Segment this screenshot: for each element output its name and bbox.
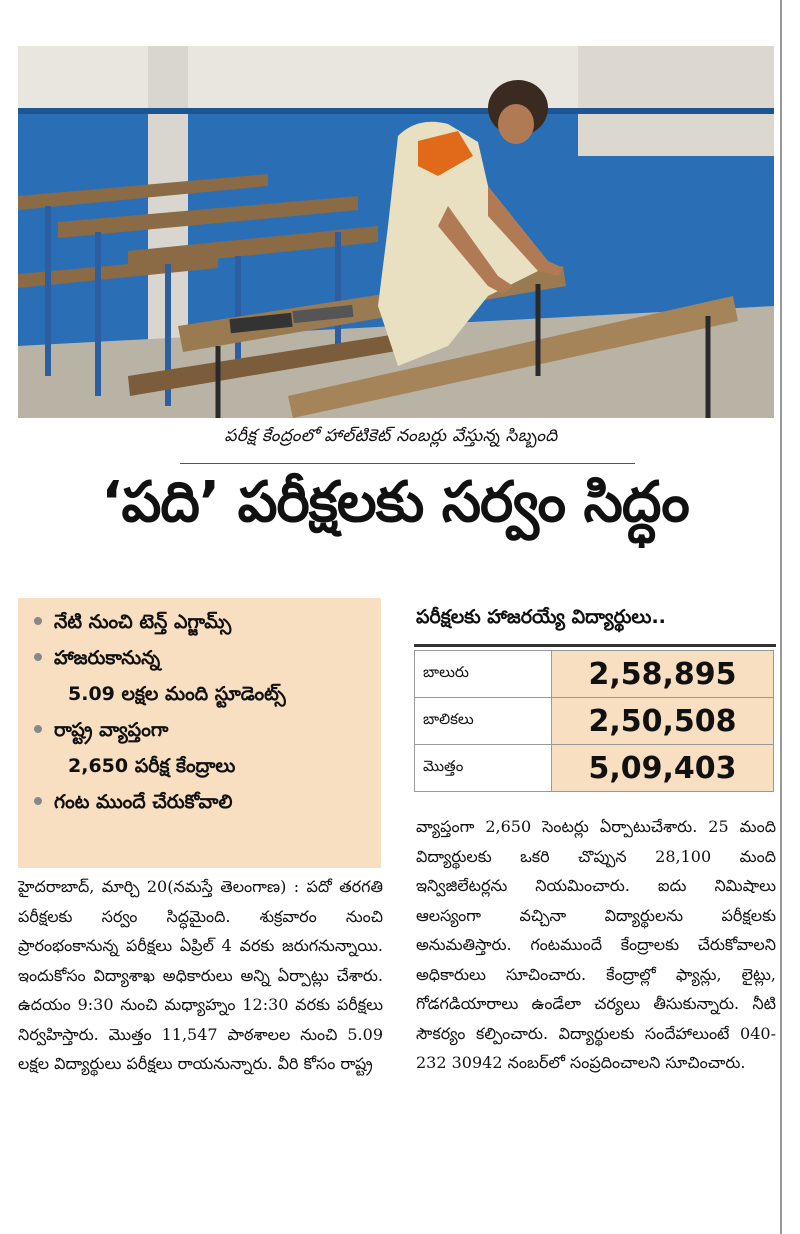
table-row <box>415 745 774 792</box>
photo-caption: పరీక్ష కేంద్రంలో హాల్‌టికెట్ నంబర్లు వేస్తున్న సిబ్బంది <box>224 426 558 446</box>
row-label: బాలురు <box>415 651 552 698</box>
highlight-item <box>30 640 373 712</box>
news-photo <box>18 46 774 418</box>
students-table-title: పరీక్షలకు హాజరయ్యే విద్యార్థులు.. <box>416 606 666 628</box>
table-top-rule <box>414 644 776 647</box>
bullet-icon <box>34 617 42 625</box>
row-value: 2,58,895 <box>552 651 774 698</box>
table-row <box>415 651 774 698</box>
classroom-illustration <box>18 46 774 418</box>
row-value: 2,50,508 <box>552 698 774 745</box>
headline: ‘పది’ పరీక్షలకు సర్వం సిద్ధం <box>101 470 689 535</box>
row-label: బాలికలు <box>415 698 552 745</box>
article-column-left <box>18 872 383 1079</box>
caption-divider <box>180 463 635 464</box>
highlight-continuation: 5.09 లక్షల మంది స్టూడెంట్స్ <box>68 683 286 705</box>
highlight-text: హాజరుకానున్న <box>54 647 161 669</box>
highlight-continuation: 2,650 పరీక్ష కేంద్రాలు <box>68 755 236 777</box>
highlight-text: నేటి నుంచి టెన్త్ ఎగ్జామ్స్ <box>54 611 232 633</box>
highlight-text: రాష్ట్ర వ్యాప్తంగా <box>54 719 169 741</box>
article-text-left: హైదరాబాద్, మార్చి 20(నమస్తే తెలంగాణ) : పదో తరగతి పరీక్షలకు సర్వం సిద్ధమైంది. శుక్రవారం నుంచి ప్రారంభంకానున్న పరీక్షలు ఏప్రిల్ 4 వరకు జరుగనున్నాయి. ఇందుకోసం విద్యాశాఖ అధికారులు అన్ని ఏర్పాట్లు చేశారు. ఉదయం 9:30 నుంచి మధ్యాహ్నం 12:30 వరకు పరీక్షలు నిర్వహిస్తారు. మొత్తం 11,547 పాఠశాలల నుంచి 5.09 లక్షల విద్యార్థులు పరీక్షలు రాయనున్నారు. వీరి కోసం రాష్ట్ర <box>18 877 383 1073</box>
students-table <box>414 650 774 792</box>
highlight-item <box>30 784 373 820</box>
highlight-item <box>30 712 373 784</box>
row-label: మొత్తం <box>415 745 552 792</box>
highlights-box <box>18 598 381 868</box>
bullet-icon <box>34 653 42 661</box>
row-value: 5,09,403 <box>552 745 774 792</box>
bullet-icon <box>34 797 42 805</box>
highlight-item <box>30 604 373 640</box>
article-column-right <box>416 812 776 1078</box>
article-text-right: వ్యాప్తంగా 2,650 సెంటర్లు ఏర్పాటుచేశారు. 25 మంది విద్యార్థులకు ఒకరి చొప్పున 28,100 మంది ఇన్విజిలేటర్లను నియమించారు. ఐదు నిమిషాలు ఆలస్యంగా వచ్చినా విద్యార్థులను పరీక్షలకు అనుమతిస్తారు. గంటముందే కేంద్రాలకు చేరుకోవాలని అధికారులు సూచించారు. కేంద్రాల్లో ఫ్యాన్లు, లైట్లు, గోడగడియారాలు ఉండేలా చర్యలు తీసుకున్నారు. నీటి సౌకర్యం కల్పించారు. విద్యార్థులకు సందేహాలుంటే 040-232 30942 నంబర్‌లో సంప్రదించాలని సూచించారు. <box>416 817 776 1072</box>
bullet-icon <box>34 725 42 733</box>
highlight-text: గంట ముందే చేరుకోవాలి <box>54 791 233 813</box>
table-row <box>415 698 774 745</box>
